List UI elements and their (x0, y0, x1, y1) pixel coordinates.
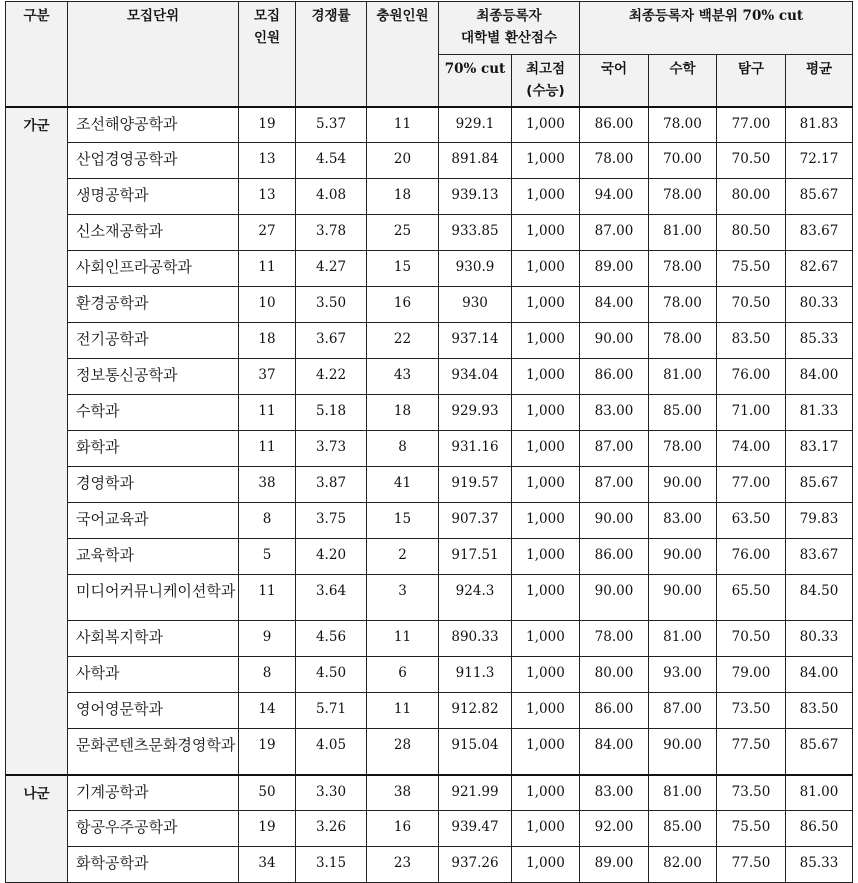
cell-quota: 14 (239, 693, 296, 729)
cell-competition: 5.37 (296, 107, 367, 143)
cell-quota: 5 (239, 539, 296, 575)
group-label: 나군 (6, 775, 68, 883)
cell-extra: 43 (367, 359, 439, 395)
cell-korean: 86.00 (580, 693, 649, 729)
cell-extra: 23 (367, 847, 439, 883)
cell-cut: 890.33 (439, 621, 512, 657)
cell-extra: 18 (367, 179, 439, 215)
cell-average: 83.67 (786, 539, 853, 575)
cell-inquiry: 79.00 (717, 657, 786, 693)
table-row (6, 847, 853, 883)
cell-extra: 41 (367, 467, 439, 503)
cell-korean: 92.00 (580, 811, 649, 847)
cell-competition: 4.27 (296, 251, 367, 287)
cell-average: 85.67 (786, 467, 853, 503)
cell-average: 72.17 (786, 143, 853, 179)
cell-max: 1,000 (512, 395, 580, 431)
cell-korean: 84.00 (580, 287, 649, 323)
cell-cut: 919.57 (439, 467, 512, 503)
cell-competition: 3.78 (296, 215, 367, 251)
cell-math: 70.00 (649, 143, 717, 179)
unit-name: 항공우주공학과 (68, 811, 239, 847)
table-row (6, 657, 853, 693)
cell-average: 85.33 (786, 323, 853, 359)
cell-max: 1,000 (512, 729, 580, 775)
cell-math: 83.00 (649, 503, 717, 539)
header-percentile-group: 최종등록자 백분위 70% cut (580, 2, 853, 55)
cell-cut: 933.85 (439, 215, 512, 251)
cell-inquiry: 75.50 (717, 251, 786, 287)
table-row (6, 323, 853, 359)
cell-inquiry: 76.00 (717, 359, 786, 395)
unit-name: 산업경영공학과 (68, 143, 239, 179)
cell-extra: 25 (367, 215, 439, 251)
cell-quota: 11 (239, 431, 296, 467)
unit-name: 신소재공학과 (68, 215, 239, 251)
cell-extra: 20 (367, 143, 439, 179)
cell-quota: 13 (239, 179, 296, 215)
cell-competition: 5.71 (296, 693, 367, 729)
header-unit: 모집단위 (68, 2, 239, 107)
cell-quota: 13 (239, 143, 296, 179)
table-row (6, 359, 853, 395)
header-score-group: 최종등록자 대학별 환산점수 (439, 2, 580, 55)
cell-extra: 16 (367, 287, 439, 323)
cell-average: 84.00 (786, 657, 853, 693)
cell-average: 79.83 (786, 503, 853, 539)
header-extra: 충원인원 (367, 2, 439, 107)
header-score-cut: 70% cut (439, 55, 512, 107)
table-row (6, 179, 853, 215)
header-inquiry: 탐구 (717, 55, 786, 107)
cell-average: 85.67 (786, 179, 853, 215)
cell-korean: 94.00 (580, 179, 649, 215)
cell-competition: 4.05 (296, 729, 367, 775)
cell-competition: 4.54 (296, 143, 367, 179)
cell-competition: 3.64 (296, 575, 367, 621)
cell-max: 1,000 (512, 215, 580, 251)
table-row (6, 575, 853, 621)
cell-math: 78.00 (649, 107, 717, 143)
cell-competition: 4.22 (296, 359, 367, 395)
cell-max: 1,000 (512, 431, 580, 467)
cell-inquiry: 70.50 (717, 143, 786, 179)
cell-quota: 8 (239, 503, 296, 539)
cell-inquiry: 73.50 (717, 775, 786, 811)
cell-extra: 18 (367, 395, 439, 431)
unit-name: 화학과 (68, 431, 239, 467)
cell-cut: 891.84 (439, 143, 512, 179)
cell-average: 85.33 (786, 847, 853, 883)
cell-extra: 6 (367, 657, 439, 693)
cell-cut: 930 (439, 287, 512, 323)
unit-name: 화학공학과 (68, 847, 239, 883)
cell-korean: 90.00 (580, 503, 649, 539)
cell-extra: 2 (367, 539, 439, 575)
cell-math: 81.00 (649, 775, 717, 811)
table-row (6, 811, 853, 847)
cell-inquiry: 77.50 (717, 847, 786, 883)
cell-quota: 27 (239, 215, 296, 251)
cell-cut: 937.26 (439, 847, 512, 883)
cell-inquiry: 80.50 (717, 215, 786, 251)
cell-korean: 90.00 (580, 323, 649, 359)
cell-average: 83.17 (786, 431, 853, 467)
cell-cut: 930.9 (439, 251, 512, 287)
cell-inquiry: 65.50 (717, 575, 786, 621)
header-average: 평균 (786, 55, 853, 107)
cell-inquiry: 77.50 (717, 729, 786, 775)
cell-cut: 939.13 (439, 179, 512, 215)
cell-max: 1,000 (512, 467, 580, 503)
table-body (6, 107, 853, 883)
cell-competition: 3.15 (296, 847, 367, 883)
cell-average: 85.67 (786, 729, 853, 775)
cell-quota: 19 (239, 107, 296, 143)
cell-extra: 11 (367, 693, 439, 729)
cell-korean: 80.00 (580, 657, 649, 693)
cell-korean: 84.00 (580, 729, 649, 775)
cell-max: 1,000 (512, 657, 580, 693)
cell-max: 1,000 (512, 811, 580, 847)
cell-math: 90.00 (649, 575, 717, 621)
cell-average: 81.33 (786, 395, 853, 431)
unit-name: 사학과 (68, 657, 239, 693)
unit-name: 조선해양공학과 (68, 107, 239, 143)
cell-max: 1,000 (512, 107, 580, 143)
table-row (6, 693, 853, 729)
cell-korean: 78.00 (580, 143, 649, 179)
table-row (6, 251, 853, 287)
cell-max: 1,000 (512, 251, 580, 287)
cell-competition: 4.08 (296, 179, 367, 215)
cell-korean: 78.00 (580, 621, 649, 657)
cell-korean: 89.00 (580, 847, 649, 883)
cell-competition: 3.73 (296, 431, 367, 467)
cell-competition: 4.56 (296, 621, 367, 657)
cell-quota: 50 (239, 775, 296, 811)
cell-average: 84.50 (786, 575, 853, 621)
cell-extra: 15 (367, 503, 439, 539)
cell-cut: 911.3 (439, 657, 512, 693)
cell-inquiry: 73.50 (717, 693, 786, 729)
unit-name: 전기공학과 (68, 323, 239, 359)
cell-average: 83.67 (786, 215, 853, 251)
cell-quota: 11 (239, 251, 296, 287)
cell-extra: 8 (367, 431, 439, 467)
cell-korean: 83.00 (580, 775, 649, 811)
header-korean: 국어 (580, 55, 649, 107)
table-row (6, 215, 853, 251)
cell-cut: 929.1 (439, 107, 512, 143)
header-quota: 모집 인원 (239, 2, 296, 107)
cell-average: 80.33 (786, 621, 853, 657)
cell-max: 1,000 (512, 287, 580, 323)
cell-inquiry: 76.00 (717, 539, 786, 575)
table-row (6, 775, 853, 811)
cell-inquiry: 83.50 (717, 323, 786, 359)
cell-korean: 89.00 (580, 251, 649, 287)
cell-math: 85.00 (649, 811, 717, 847)
cell-cut: 921.99 (439, 775, 512, 811)
cell-math: 78.00 (649, 179, 717, 215)
table-row (6, 729, 853, 775)
cell-cut: 915.04 (439, 729, 512, 775)
cell-competition: 5.18 (296, 395, 367, 431)
cell-quota: 8 (239, 657, 296, 693)
cell-korean: 86.00 (580, 359, 649, 395)
cell-quota: 9 (239, 621, 296, 657)
unit-name: 국어교육과 (68, 503, 239, 539)
cell-max: 1,000 (512, 775, 580, 811)
cell-extra: 15 (367, 251, 439, 287)
cell-quota: 18 (239, 323, 296, 359)
cell-math: 82.00 (649, 847, 717, 883)
unit-name: 문화콘텐츠문화경영학과 (68, 729, 239, 775)
header-category: 구분 (6, 2, 68, 107)
cell-cut: 924.3 (439, 575, 512, 621)
unit-name: 수학과 (68, 395, 239, 431)
cell-math: 87.00 (649, 693, 717, 729)
table-row (6, 621, 853, 657)
unit-name: 환경공학과 (68, 287, 239, 323)
cell-extra: 28 (367, 729, 439, 775)
cell-extra: 22 (367, 323, 439, 359)
unit-name: 생명공학과 (68, 179, 239, 215)
unit-name: 사회인프라공학과 (68, 251, 239, 287)
cell-quota: 37 (239, 359, 296, 395)
cell-max: 1,000 (512, 539, 580, 575)
cell-math: 81.00 (649, 621, 717, 657)
cell-extra: 3 (367, 575, 439, 621)
unit-name: 기계공학과 (68, 775, 239, 811)
cell-cut: 931.16 (439, 431, 512, 467)
header-competition: 경쟁률 (296, 2, 367, 107)
cell-korean: 87.00 (580, 431, 649, 467)
cell-inquiry: 75.50 (717, 811, 786, 847)
header-math: 수학 (649, 55, 717, 107)
cell-inquiry: 71.00 (717, 395, 786, 431)
cell-cut: 934.04 (439, 359, 512, 395)
cell-competition: 3.87 (296, 467, 367, 503)
cell-max: 1,000 (512, 359, 580, 395)
cell-math: 90.00 (649, 539, 717, 575)
table-row (6, 287, 853, 323)
cell-cut: 917.51 (439, 539, 512, 575)
cell-math: 78.00 (649, 287, 717, 323)
cell-average: 84.00 (786, 359, 853, 395)
cell-competition: 3.30 (296, 775, 367, 811)
cell-cut: 907.37 (439, 503, 512, 539)
cell-competition: 3.26 (296, 811, 367, 847)
cell-average: 83.50 (786, 693, 853, 729)
cell-cut: 912.82 (439, 693, 512, 729)
cell-korean: 90.00 (580, 575, 649, 621)
cell-korean: 86.00 (580, 539, 649, 575)
cell-average: 82.67 (786, 251, 853, 287)
cell-max: 1,000 (512, 503, 580, 539)
unit-name: 사회복지학과 (68, 621, 239, 657)
table-row (6, 467, 853, 503)
cell-max: 1,000 (512, 621, 580, 657)
table-row (6, 395, 853, 431)
cell-average: 81.00 (786, 775, 853, 811)
admission-results-table (5, 1, 853, 883)
cell-inquiry: 63.50 (717, 503, 786, 539)
cell-korean: 83.00 (580, 395, 649, 431)
cell-competition: 3.75 (296, 503, 367, 539)
cell-inquiry: 70.50 (717, 621, 786, 657)
cell-cut: 939.47 (439, 811, 512, 847)
cell-competition: 3.50 (296, 287, 367, 323)
cell-korean: 87.00 (580, 215, 649, 251)
table-row (6, 503, 853, 539)
unit-name: 교육학과 (68, 539, 239, 575)
cell-math: 90.00 (649, 729, 717, 775)
cell-inquiry: 70.50 (717, 287, 786, 323)
cell-max: 1,000 (512, 847, 580, 883)
cell-math: 85.00 (649, 395, 717, 431)
cell-extra: 11 (367, 107, 439, 143)
cell-inquiry: 80.00 (717, 179, 786, 215)
table-row (6, 107, 853, 143)
cell-extra: 11 (367, 621, 439, 657)
cell-math: 81.00 (649, 215, 717, 251)
cell-max: 1,000 (512, 323, 580, 359)
cell-max: 1,000 (512, 693, 580, 729)
cell-inquiry: 77.00 (717, 107, 786, 143)
cell-cut: 929.93 (439, 395, 512, 431)
cell-math: 78.00 (649, 431, 717, 467)
cell-quota: 38 (239, 467, 296, 503)
cell-competition: 4.20 (296, 539, 367, 575)
unit-name: 영어영문학과 (68, 693, 239, 729)
cell-extra: 16 (367, 811, 439, 847)
cell-extra: 38 (367, 775, 439, 811)
cell-math: 81.00 (649, 359, 717, 395)
cell-max: 1,000 (512, 179, 580, 215)
unit-name: 미디어커뮤니케이션학과 (68, 575, 239, 621)
cell-math: 93.00 (649, 657, 717, 693)
unit-name: 경영학과 (68, 467, 239, 503)
cell-inquiry: 74.00 (717, 431, 786, 467)
table-row (6, 539, 853, 575)
cell-quota: 34 (239, 847, 296, 883)
cell-inquiry: 77.00 (717, 467, 786, 503)
cell-quota: 10 (239, 287, 296, 323)
cell-average: 86.50 (786, 811, 853, 847)
cell-math: 78.00 (649, 251, 717, 287)
header-score-max: 최고점 (수능) (512, 55, 580, 107)
cell-average: 80.33 (786, 287, 853, 323)
cell-korean: 86.00 (580, 107, 649, 143)
cell-competition: 4.50 (296, 657, 367, 693)
group-label: 가군 (6, 107, 68, 775)
cell-quota: 19 (239, 729, 296, 775)
cell-average: 81.83 (786, 107, 853, 143)
cell-korean: 87.00 (580, 467, 649, 503)
cell-competition: 3.67 (296, 323, 367, 359)
table-row (6, 143, 853, 179)
table-row (6, 431, 853, 467)
cell-quota: 19 (239, 811, 296, 847)
unit-name: 정보통신공학과 (68, 359, 239, 395)
cell-max: 1,000 (512, 575, 580, 621)
cell-max: 1,000 (512, 143, 580, 179)
cell-quota: 11 (239, 395, 296, 431)
cell-math: 78.00 (649, 323, 717, 359)
cell-quota: 11 (239, 575, 296, 621)
cell-math: 90.00 (649, 467, 717, 503)
cell-cut: 937.14 (439, 323, 512, 359)
